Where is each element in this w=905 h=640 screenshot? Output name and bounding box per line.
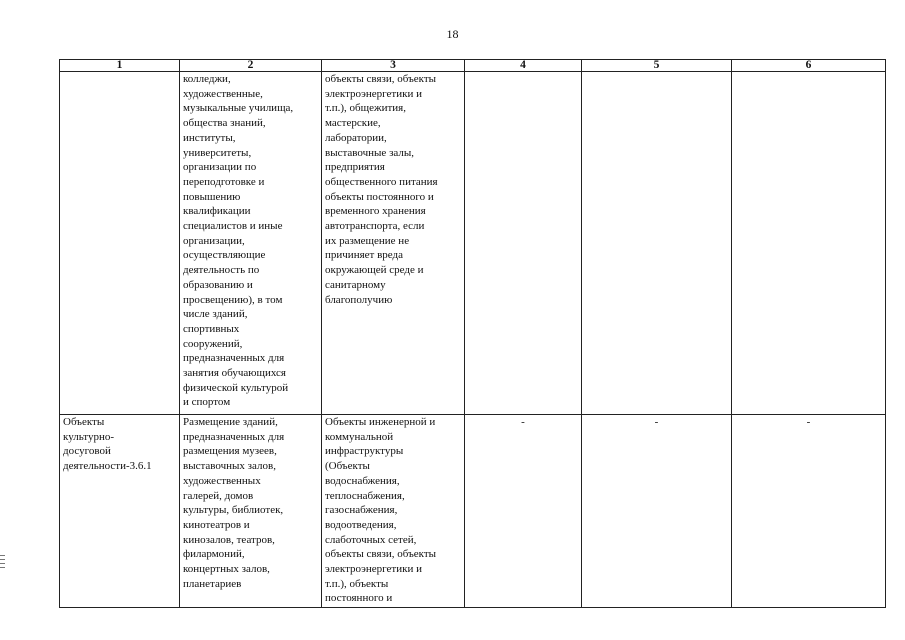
page-number: 18 <box>446 27 459 41</box>
text-line: квалификации <box>183 205 251 218</box>
text-line: организации по <box>183 161 257 174</box>
text-line: общественного питания <box>325 175 438 188</box>
text-line: предназначенных для <box>183 352 285 365</box>
column-header-5: 5 <box>582 60 732 72</box>
document-table <box>59 59 886 608</box>
text-line: деятельности-3.6.1 <box>63 460 152 473</box>
text-line: просвещению), в том <box>183 293 283 306</box>
text-line: колледжи, <box>183 73 231 85</box>
text-line: художественных <box>183 474 261 487</box>
text-line: коммунальной <box>325 430 394 443</box>
text-line: художественные, <box>183 87 263 100</box>
text-line: инфраструктуры <box>325 445 404 458</box>
row1-col6-cell <box>732 72 886 415</box>
text-line: институты, <box>183 131 236 144</box>
text-line: специалистов и иные <box>183 220 283 233</box>
text-line: постоянного и <box>325 592 393 605</box>
text-line: объекты постоянного и <box>325 190 434 203</box>
text-line: мастерские, <box>325 117 381 130</box>
row2-col1-cell <box>60 415 180 608</box>
text-line: спортивных <box>183 322 240 335</box>
text-line: т.п.), общежития, <box>325 102 406 115</box>
text-line: теплоснабжения, <box>325 489 405 502</box>
header-row <box>60 60 886 72</box>
text-line: физической культурой <box>183 381 289 394</box>
row2-col6-cell: - <box>732 415 886 608</box>
text-line: образованию и <box>183 278 253 291</box>
text-line: деятельность по <box>183 264 260 277</box>
text-line: размещения музеев, <box>183 445 277 458</box>
text-line: университеты, <box>183 146 252 159</box>
text-line: сооружений, <box>183 337 243 350</box>
text-line: временного хранения <box>325 205 426 218</box>
text-line: Размещение зданий, <box>183 416 278 428</box>
text-line: газоснабжения, <box>325 504 398 517</box>
column-header-3: 3 <box>322 60 465 72</box>
row2-col4-cell: - <box>465 415 582 608</box>
row2-col3-cell <box>322 415 465 608</box>
text-line: предприятия <box>325 161 385 174</box>
text-line: электроэнергетики и <box>325 87 422 100</box>
text-line: предназначенных для <box>183 430 285 443</box>
text-line: концертных залов, <box>183 563 270 576</box>
text-line: общества знаний, <box>183 117 266 130</box>
text-line: переподготовке и <box>183 175 265 188</box>
text-line: музыкальные училища, <box>183 102 294 115</box>
row2-col2-cell <box>180 415 322 608</box>
row1-col4-cell <box>465 72 582 415</box>
text-line: кинозалов, театров, <box>183 533 275 546</box>
text-line: числе зданий, <box>183 308 248 321</box>
text-line: водоснабжения, <box>325 474 400 487</box>
text-line: филармоний, <box>183 548 245 561</box>
text-line: повышению <box>183 190 241 203</box>
text-line: культуры, библиотек, <box>183 504 284 517</box>
text-line: лаборатории, <box>325 131 387 144</box>
column-header-4: 4 <box>465 60 582 72</box>
text-line: объекты связи, объекты <box>325 548 437 561</box>
text-line: электроэнергетики и <box>325 563 422 576</box>
column-header-2: 2 <box>180 60 322 72</box>
column-header-1: 1 <box>60 60 180 72</box>
text-line: причиняет вреда <box>325 249 403 262</box>
row1-col1-cell <box>60 72 180 415</box>
text-line: объекты связи, объекты <box>325 73 437 85</box>
text-line: санитарному <box>325 278 386 291</box>
text-line: их размещение не <box>325 234 410 247</box>
text-line: галерей, домов <box>183 489 254 502</box>
text-line: выставочные залы, <box>325 146 415 159</box>
text-line: благополучию <box>325 293 393 306</box>
text-line: водоотведения, <box>325 518 397 531</box>
text-line: организации, <box>183 234 245 247</box>
text-line: (Объекты <box>325 460 370 473</box>
row2-col5-cell: - <box>582 415 732 608</box>
text-line: культурно- <box>63 430 115 443</box>
text-line: планетариев <box>183 577 242 590</box>
text-line: Объекты инженерной и <box>325 416 436 428</box>
column-header-6: 6 <box>732 60 886 72</box>
text-line: окружающей среде и <box>325 264 424 277</box>
text-line: выставочных залов, <box>183 460 276 473</box>
text-line: слаботочных сетей, <box>325 533 417 546</box>
row1-col3-cell <box>322 72 465 415</box>
text-line: досуговой <box>63 445 111 458</box>
text-line: автотранспорта, если <box>325 220 425 233</box>
text-line: занятия обучающихся <box>183 367 286 380</box>
table-row <box>60 415 886 608</box>
text-line: осуществляющие <box>183 249 266 262</box>
text-line: кинотеатров и <box>183 518 250 531</box>
row1-col2-cell <box>180 72 322 415</box>
binding-marks <box>0 555 6 571</box>
text-line: и спортом <box>183 396 231 409</box>
row1-col5-cell <box>582 72 732 415</box>
table-row <box>60 72 886 415</box>
text-line: т.п.), объекты <box>325 577 389 590</box>
text-line: Объекты <box>63 416 105 428</box>
